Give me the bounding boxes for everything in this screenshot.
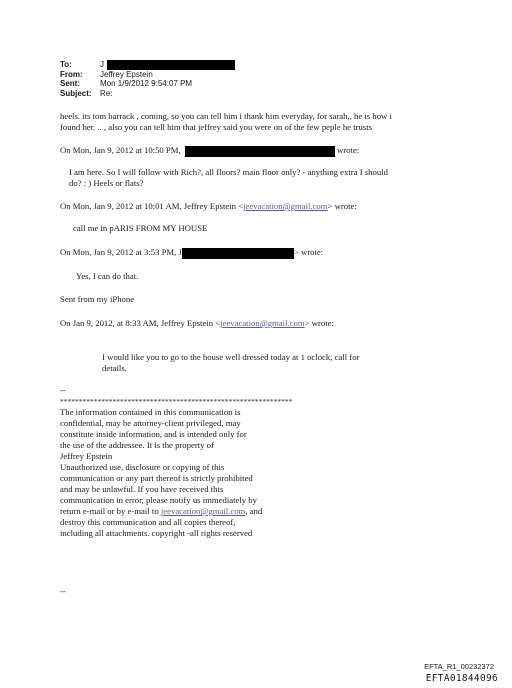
disclaimer-line bbox=[60, 506, 262, 517]
from-value: Jeffrey Epstein bbox=[100, 69, 153, 79]
redaction-bar bbox=[182, 248, 294, 259]
quote-header-suffix: > wrote: bbox=[327, 201, 357, 211]
email-link[interactable]: jeevacation@gmail.com bbox=[243, 201, 328, 211]
disclaimer-line: communication in error, please notify us immediately by bbox=[60, 495, 257, 505]
bates-number: EFTA_R1_00232372 bbox=[424, 662, 494, 671]
bates-number: EFTA01844096 bbox=[425, 673, 498, 684]
disclaimer-line: including all attachments. copyright -all rights reserved bbox=[60, 528, 253, 538]
subject-label: Subject: bbox=[60, 88, 92, 98]
disclaimer-line: communication or any part thereof is strictly prohibited bbox=[60, 473, 253, 483]
message-line: I would like you to go to the house well dressed today at 1 oclock, call for bbox=[102, 352, 360, 362]
quote-header-suffix: wrote: bbox=[337, 145, 360, 155]
disclaimer-line: destroy this communication and all copies thereof, bbox=[60, 517, 236, 527]
disclaimer-text: return e-mail or by e-mail to bbox=[60, 506, 161, 516]
sent-from: Sent from my iPhone bbox=[60, 294, 135, 304]
sent-value: Mon 1/9/2012 9:54:07 PM bbox=[100, 79, 193, 88]
quote-header bbox=[60, 247, 323, 259]
sent-row bbox=[60, 79, 235, 89]
disclaimer-line: and may be unlawful. If you have received this bbox=[60, 484, 224, 494]
quote-header-prefix: On Jan 9, 2012, at 8:33 AM, Jeffrey Epstein < bbox=[60, 318, 221, 328]
message-line: call me in pARIS FROM MY HOUSE bbox=[73, 223, 208, 233]
quote-header bbox=[60, 201, 357, 212]
sent-label: Sent: bbox=[60, 79, 80, 88]
disclaimer-line: Unauthorized use, disclosure or copying of this bbox=[60, 462, 225, 472]
quote-header-suffix: > wrote: bbox=[293, 247, 324, 257]
quote-header-prefix: On Mon, Jan 9, 2012 at 10:01 AM, Jeffrey Epstein < bbox=[60, 201, 244, 211]
quote-header-prefix: On Mon, Jan 9, 2012 at 10:50 PM, bbox=[60, 145, 181, 155]
disclaimer-line: Jeffrey Epstein bbox=[60, 451, 113, 461]
email-header bbox=[60, 60, 235, 98]
message-line: Yes, I can do that. bbox=[76, 271, 139, 281]
subject-value: Re: bbox=[100, 88, 113, 98]
message-line: heels. its tom barrack , coming, so you can tell him i thank him everyday, for sarah,, he is how i bbox=[60, 111, 392, 121]
quote-header-prefix: On Mon, Jan 9, 2012 at 3:53 PM, J bbox=[60, 247, 182, 257]
signature-separator: -- bbox=[60, 385, 66, 395]
from-label: From: bbox=[60, 69, 83, 79]
from-row bbox=[60, 70, 235, 80]
disclaimer-text: , and bbox=[245, 506, 263, 516]
message-line: do? : ) Heels or flats? bbox=[69, 178, 144, 188]
message-line: details. bbox=[102, 363, 127, 373]
email-link[interactable]: jeevacation@gmail.com bbox=[220, 318, 305, 328]
stars-divider: ************************************************************** bbox=[60, 397, 293, 406]
disclaimer-line: The information contained in this communication is bbox=[60, 407, 241, 417]
quote-header-suffix: > wrote: bbox=[304, 318, 334, 328]
quote-header bbox=[60, 145, 359, 157]
redaction-bar bbox=[185, 146, 335, 157]
redaction-bar bbox=[107, 60, 235, 70]
email-link[interactable]: jeevacation@gmail.com bbox=[160, 506, 246, 516]
to-row bbox=[60, 60, 235, 70]
message-line: found her. .. , also you can tell him that jeffrey said you were on of the few peple he trusts bbox=[60, 122, 373, 132]
subject-row bbox=[60, 89, 235, 99]
disclaimer-line: constitute inside information, and is intended only for bbox=[60, 429, 247, 439]
disclaimer-line: the use of the addressee. It is the property of bbox=[60, 440, 214, 450]
disclaimer-line: confidential, may be attorney-client privileged, may bbox=[60, 418, 241, 428]
quote-header bbox=[60, 318, 334, 329]
signature-separator: -- bbox=[60, 586, 66, 596]
message-line: I am here. So I will follow with Rich?, all floors? main floor only? - anything extra I should bbox=[69, 167, 388, 177]
to-value: J bbox=[100, 60, 104, 69]
to-label: To: bbox=[60, 60, 72, 69]
